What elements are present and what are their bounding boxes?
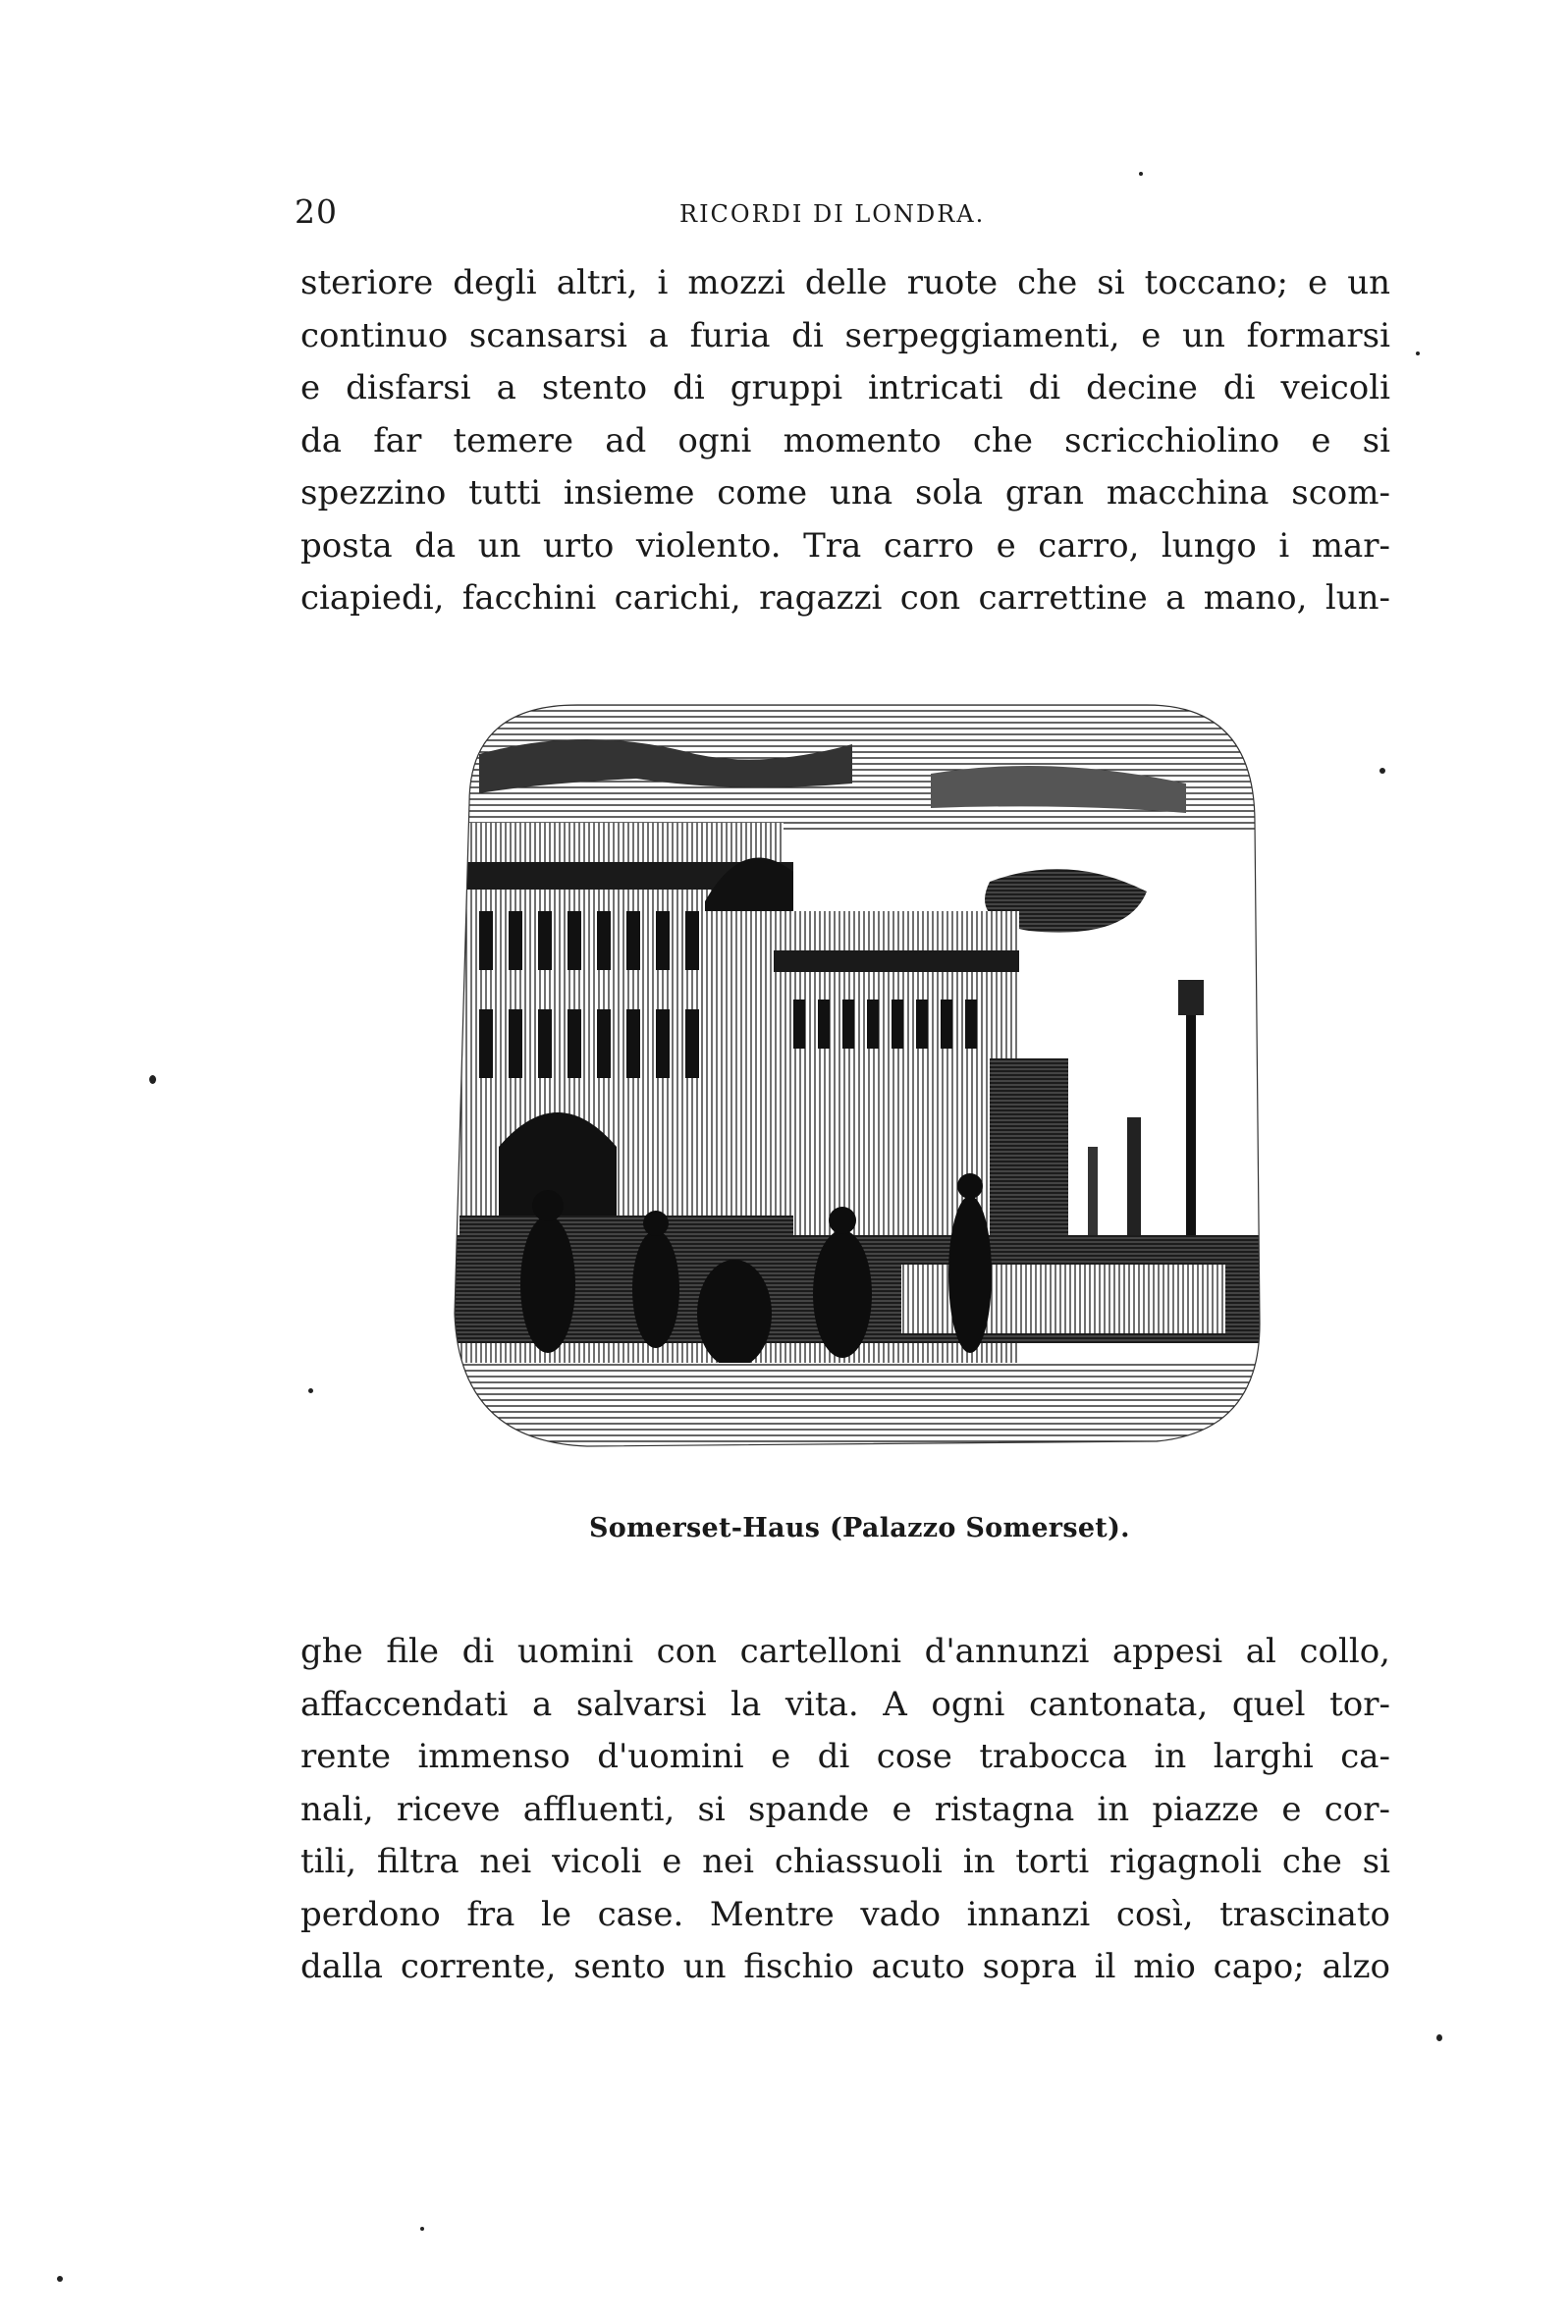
page-header [295, 192, 1394, 240]
text-line: steriore degli altri, i mozzi delle ruote che si toccano; e un [300, 263, 1390, 302]
paper-speck [1379, 768, 1385, 774]
text-line: affaccendati a salvarsi la vita. A ogni cantonata, quel tor- [300, 1684, 1390, 1724]
engraving-illustration [440, 685, 1270, 1490]
figure-caption: Somerset-Haus (Palazzo Somerset). [589, 1513, 1130, 1543]
paper-speck [1416, 351, 1420, 355]
paper-speck [57, 2276, 63, 2282]
text-line: da far temere ad ogni momento che scricchiolino e si [300, 420, 1390, 460]
text-line: tili, filtra nei vicoli e nei chiassuoli in torti rigagnoli che si [300, 1842, 1390, 1881]
engraving-scene [440, 685, 1270, 1490]
paper-speck [420, 2227, 424, 2231]
paper-speck [308, 1388, 313, 1393]
text-line: dalla corrente, sento un fischio acuto sopra il mio capo; alzo [300, 1947, 1390, 1986]
running-head: RICORDI DI LONDRA. [679, 200, 986, 228]
page-number: 20 [295, 192, 338, 231]
text-line: e disfarsi a stento di gruppi intricati di decine di veicoli [300, 368, 1390, 407]
text-line: perdono fra le case. Mentre vado innanzi così, trascinato [300, 1894, 1390, 1934]
text-line: continuo scansarsi a furia di serpeggiamenti, e un formarsi [300, 315, 1390, 355]
text-line: posta da un urto violento. Tra carro e carro, lungo i mar- [300, 525, 1390, 566]
text-line: spezzino tutti insieme come una sola gran macchina scom- [300, 473, 1390, 513]
text-line: ghe file di uomini con cartelloni d'annunzi appesi al collo, [300, 1632, 1390, 1671]
paragraph-top [300, 257, 1390, 625]
text-line: rente immenso d'uomini e di cose trabocca in larghi ca- [300, 1737, 1390, 1776]
paper-speck [149, 1075, 156, 1084]
paragraph-bottom [300, 1626, 1390, 1994]
text-line: nali, riceve affluenti, si spande e ristagna in piazze e cor- [300, 1789, 1390, 1829]
text-line: ciapiedi, facchini carichi, ragazzi con carrettine a mano, lun- [300, 578, 1390, 618]
paper-speck [1436, 2034, 1442, 2041]
paper-speck [1139, 172, 1143, 176]
